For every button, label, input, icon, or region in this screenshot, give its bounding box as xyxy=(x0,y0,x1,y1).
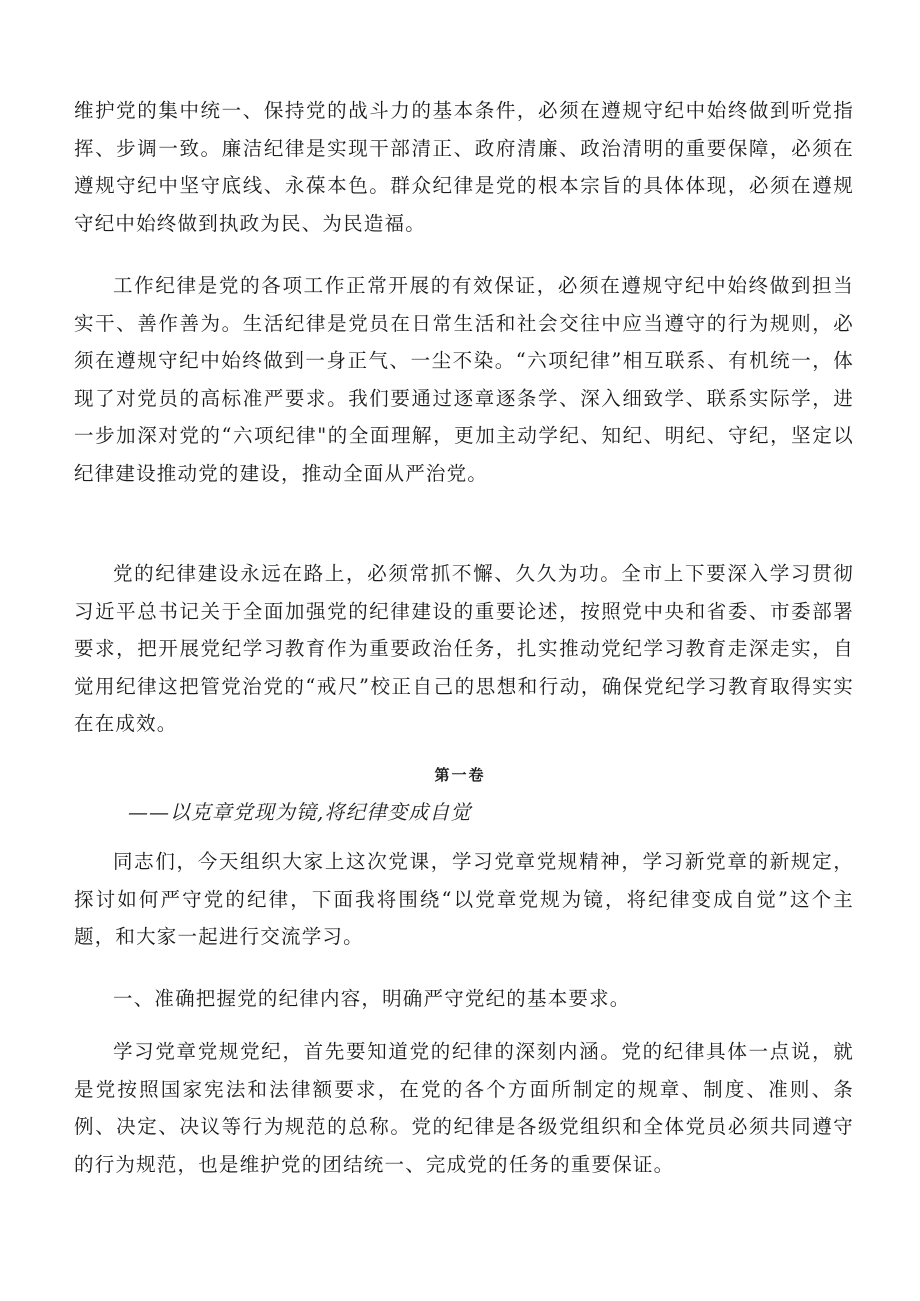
section-subtitle: ——以克章党现为镜,将纪律变成自觉 xyxy=(128,800,472,824)
paragraph-4: 同志们，今天组织大家上这次党课，学习党章党规精神，学习新党章的新规定，探讨如何严守党的纪律，下面我将围绕“以党章党规为镜，将纪律变成自觉”这个主题，和大家一起进行交流学习。 xyxy=(74,850,854,948)
paragraph-3: 党的纪律建设永远在路上，必须常抓不懈、久久为功。全市上下要深入学习贯彻习近平总书记关于全面加强党的纪律建设的重要论述，按照党中央和省委、市委部署要求，把开展党纪学习教育作为重要政治任务，扎实推动党纪学习教育走深走实，自觉用纪律这把管党治党的“戒尺”校正自己的思想和行动，确保党纪学习教育取得实实在在成效。 xyxy=(74,562,854,735)
heading-1: 一、准确把握党的纪律内容，明确严守党纪的基本要求。 xyxy=(113,987,631,1010)
paragraph-1: 维护党的集中统一、保持党的战斗力的基本条件，必须在遵规守纪中始终做到听党指挥、步调一致。廉洁纪律是实现干部清正、政府清廉、政治清明的重要保障，必须在遵规守纪中坚守底线、永葆本色。群众纪律是党的根本宗旨的具体体现，必须在遵规守纪中始终做到执政为民、为民造福。 xyxy=(74,99,854,235)
section-title: 第一卷 xyxy=(434,766,486,784)
paragraph-2: 工作纪律是党的各项工作正常开展的有效保证，必须在遵规守纪中始终做到担当实干、善作善为。生活纪律是党员在日常生活和社会交往中应当遵守的行为规则，必须在遵规守纪中始终做到一身正气、一尘不染。“六项纪律”相互联系、有机统一，体现了对党员的高标准严要求。我们要通过逐章逐条学、深入细致学、联系实际学，进一步加深对党的“六项纪律"的全面理解，更加主动学纪、知纪、明纪、守纪，坚定以纪律建设推动党的建设，推动全面从严治党。 xyxy=(74,274,854,485)
paragraph-5: 学习党章党规党纪，首先要知道党的纪律的深刻内涵。党的纪律具体一点说，就是党按照国家宪法和法律额要求，在党的各个方面所制定的规章、制度、准则、条例、决定、决议等行为规范的总称。党的纪律是各级党组织和全体党员必须共同遵守的行为规范，也是维护党的团结统一、完成党的任务的重要保证。 xyxy=(74,1040,854,1176)
